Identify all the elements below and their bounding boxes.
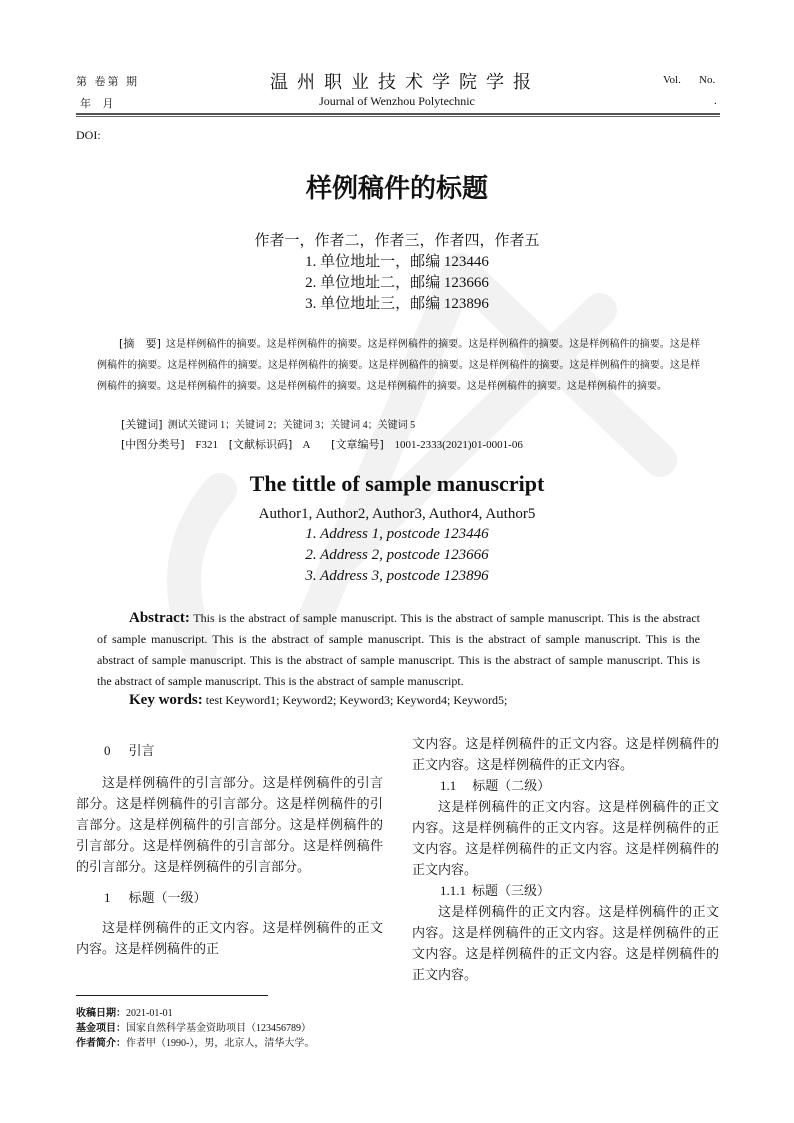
section-heading	[76, 887, 383, 909]
number-label: No.	[699, 74, 716, 86]
keywords-cn-text: 测试关键词 1；关键词 2；关键词 3；关键词 4；关键词 5	[167, 420, 416, 431]
section-title: 标题（一级）	[128, 891, 207, 906]
classification-line	[121, 436, 531, 452]
abstract-en-text: This is the abstract of sample manuscript. This is the abstract of sample manuscript. This is the abstract of sample manuscript. This is the abstract of sample manuscript. This is the abstract of sample manuscript. This is the abstract of sample manuscript. This is the abstract of sample manuscript. This is the abstract of sample manuscript. This is the abstract of sample manuscript. This is the abstract of sample manuscript.	[97, 611, 700, 688]
footnote-received	[76, 1004, 173, 1019]
section-title: 引言	[128, 744, 155, 759]
address-en: 2. Address 2, postcode 123666	[305, 547, 489, 563]
authors-en: Author1, Author2, Author3, Author4, Author5	[258, 506, 536, 522]
section-title: 标题（三级）	[472, 883, 551, 898]
address-cn: 1. 单位地址一，邮编 123446	[305, 254, 489, 270]
footnote-value: 2021-01-01	[126, 1008, 173, 1019]
footnote-label: 基金项目：	[76, 1023, 126, 1034]
paragraph: 这是样例稿件的正文内容。这是样例稿件的正文内容。这是样例稿件的正文内容。这是样例稿件的正文内容。这是样例稿件的正文内容。这是样例稿件的正文内容。	[412, 904, 719, 982]
volume-label: Vol.	[663, 74, 681, 86]
abstract-cn-text: 这是样例稿件的摘要。这是样例稿件的摘要。这是样例稿件的摘要。这是样例稿件的摘要。这是样例稿件的摘要。这是样例稿件的摘要。这是样例稿件的摘要。这是样例稿件的摘要。这是样例稿件的摘要。这是样例稿件的摘要。这是样例稿件的摘要。这是样例稿件的摘要。这是样例稿件的摘要。这是样例稿件的摘要。这是样例稿件的摘要。这是样例稿件的摘要。这是样例稿件的摘要。	[97, 339, 700, 392]
doi-label: DOI:	[76, 128, 101, 142]
body-column-left	[76, 740, 383, 959]
journal-title-cn: 温州职业技术学院学报	[270, 72, 540, 93]
header-rule-thin	[76, 116, 720, 117]
title-cn: 样例稿件的标题	[305, 174, 488, 204]
journal-title-en: Journal of Wenzhou Polytechnic	[319, 94, 475, 108]
footnote-label: 作者简介：	[76, 1038, 126, 1049]
doc-code-label: [文献标识码]	[228, 438, 293, 451]
section-number: 1	[104, 890, 111, 905]
section-title: 标题（二级）	[472, 778, 551, 793]
authors-cn: 作者一，作者二，作者三，作者四，作者五	[254, 233, 540, 249]
abstract-en	[97, 608, 700, 692]
header-rule-thick	[76, 113, 720, 115]
keywords-cn-label: [关键词]	[121, 418, 163, 431]
footnote-funding	[76, 1019, 311, 1034]
address-cn: 2. 单位地址二，邮编 123666	[305, 275, 489, 291]
paragraph: 这是样例稿件的正文内容。这是样例稿件的正文内容。这是样例稿件的正文内容。这是样例稿件的正文内容。这是样例稿件的正文内容。这是样例稿件的正文内容。	[412, 799, 719, 877]
abstract-cn-label: [摘 要]	[119, 337, 161, 350]
address-en: 1. Address 1, postcode 123446	[305, 526, 489, 542]
doc-code-value: A	[302, 439, 311, 451]
footnote-author-bio	[76, 1034, 314, 1049]
issue-info: 第 卷第 期	[76, 75, 139, 88]
title-en: The tittle of sample manuscript	[249, 471, 545, 496]
address-en: 3. Address 3, postcode 123896	[305, 568, 489, 584]
footnote-label: 收稿日期：	[76, 1008, 126, 1019]
section-number: 1.1	[440, 778, 457, 793]
keywords-en-text: test Keyword1; Keyword2; Keyword3; Keyword4; Keyword5;	[205, 693, 508, 707]
article-no-label: [文章编号]	[331, 438, 384, 451]
body-column-right	[412, 733, 719, 985]
subsection-heading	[412, 775, 719, 796]
abstract-en-label: Abstract:	[129, 610, 190, 626]
footnote-value: 作者甲（1990-），男，北京人，清华大学。	[126, 1038, 315, 1049]
keywords-cn	[121, 416, 415, 432]
clc-value: F321	[195, 439, 218, 451]
subsubsection-heading	[412, 880, 719, 901]
address-cn: 3. 单位地址三，邮编 123896	[305, 296, 489, 312]
footnote-rule	[76, 995, 268, 996]
section-number: 0	[104, 743, 111, 758]
article-no-value: 1001-2333(2021)01-0001-06	[394, 439, 523, 451]
header-dot: .	[714, 95, 717, 107]
paragraph: 这是样例稿件的正文内容。这是样例稿件的正文内容。这是样例稿件的正	[76, 920, 383, 956]
section-heading	[76, 740, 383, 762]
clc-label: [中图分类号]	[121, 438, 185, 451]
paragraph-continued: 文内容。这是样例稿件的正文内容。这是样例稿件的正文内容。这是样例稿件的正文内容。	[412, 736, 719, 772]
keywords-en-label: Key words:	[129, 692, 203, 708]
date-info: 年 月	[80, 97, 118, 110]
footnote-value: 国家自然科学基金资助项目（123456789）	[126, 1023, 311, 1034]
keywords-en	[129, 692, 507, 709]
abstract-cn	[97, 333, 700, 397]
section-number: 1.1.1	[440, 883, 466, 898]
paragraph: 这是样例稿件的引言部分。这是样例稿件的引言部分。这是样例稿件的引言部分。这是样例稿件的引言部分。这是样例稿件的引言部分。这是样例稿件的引言部分。这是样例稿件的引言部分。这是样例稿件的引言部分。这是样例稿件的引言部分。	[76, 775, 383, 874]
